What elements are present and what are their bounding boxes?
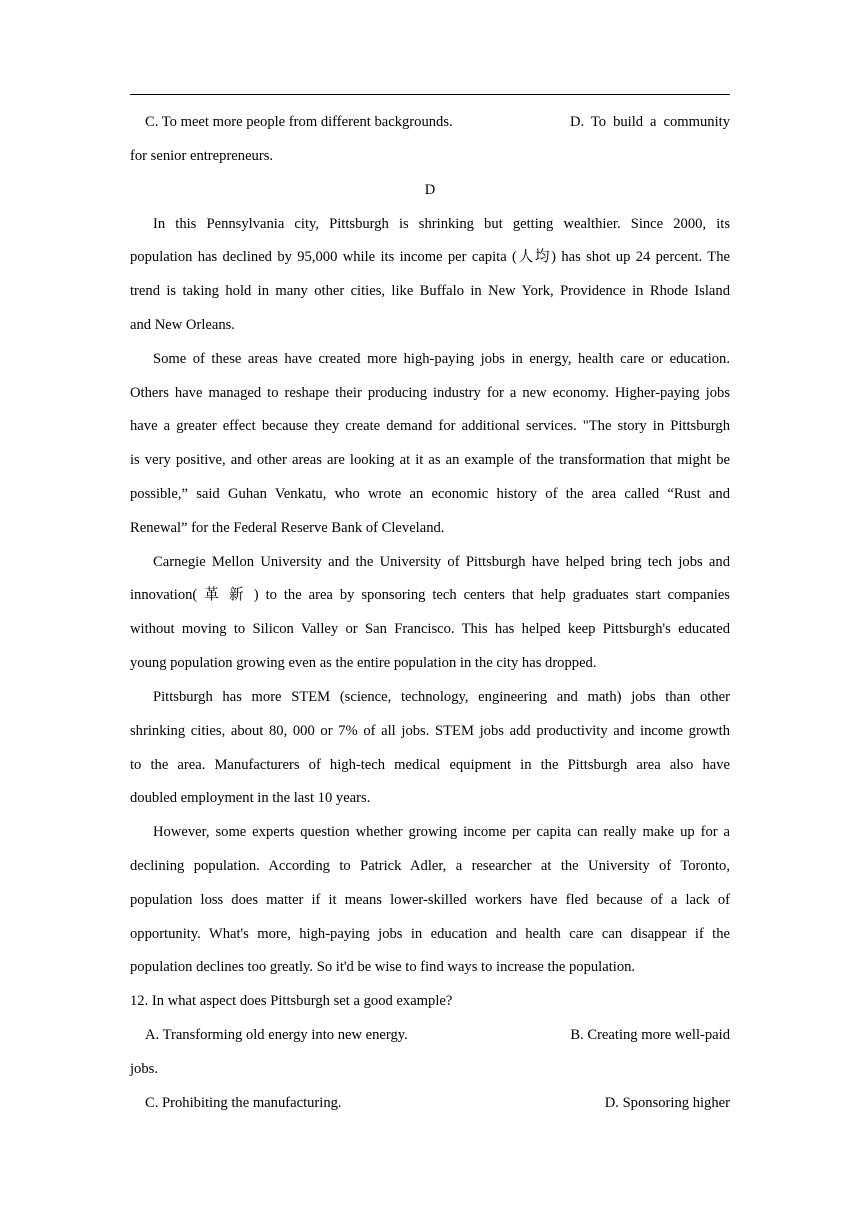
- paragraph-line: have a greater effect because they create demand for additional services. "The story in Pittsburgh: [130, 418, 730, 434]
- paragraph-line: population loss does matter if it means lower-skilled workers have fled because of a lack of: [130, 892, 730, 908]
- paragraph-line: without moving to Silicon Valley or San Francisco. This has helped keep Pittsburgh's educated: [130, 621, 730, 637]
- paragraph-line: However, some experts question whether growing income per capita can really make up for a: [153, 824, 730, 840]
- paragraph-line: Carnegie Mellon University and the University of Pittsburgh have helped bring tech jobs and: [153, 554, 730, 570]
- paragraph-line: and New Orleans.: [130, 317, 235, 333]
- paragraph-line: population declines too greatly. So it'd be wise to find ways to increase the population.: [130, 959, 636, 975]
- paragraph-line: opportunity. What's more, high-paying jobs in education and health care can disappear if the: [130, 926, 730, 942]
- question-12-option-c: C. Prohibiting the manufacturing.: [145, 1095, 342, 1111]
- question-12-option-a-b-row: [145, 1024, 730, 1046]
- paragraph-line: Renewal” for the Federal Reserve Bank of Cleveland.: [130, 520, 445, 536]
- question-12-option-b: B. Creating more well-paid: [570, 1027, 730, 1043]
- paragraph-line: young population growing even as the entire population in the city has dropped.: [130, 655, 597, 671]
- question-12-option-c-d-row: [145, 1092, 730, 1114]
- prev-option-c: C. To meet more people from different backgrounds.: [145, 114, 453, 130]
- paragraph-line: declining population. According to Patrick Adler, a researcher at the University of Toronto,: [130, 858, 730, 874]
- question-12-option-a: A. Transforming old energy into new energy.: [145, 1027, 408, 1043]
- paragraph-line: Pittsburgh has more STEM (science, technology, engineering and math) jobs than other: [153, 689, 730, 705]
- question-12-stem: 12. In what aspect does Pittsburgh set a good example?: [130, 993, 453, 1009]
- paragraph-line: shrinking cities, about 80, 000 or 7% of all jobs. STEM jobs add productivity and income growth: [130, 723, 730, 739]
- paragraph-line: Some of these areas have created more high-paying jobs in energy, health care or education.: [153, 351, 730, 367]
- prev-option-c-d-row: [145, 111, 730, 133]
- section-letter: D: [424, 182, 436, 198]
- paragraph-line: trend is taking hold in many other cities, like Buffalo in New York, Providence in Rhode Island: [130, 283, 730, 299]
- paragraph-line: to the area. Manufacturers of high-tech medical equipment in the Pittsburgh area also have: [130, 757, 730, 773]
- header-rule: [130, 94, 730, 95]
- paragraph-line: Others have managed to reshape their producing industry for a new economy. Higher-paying jobs: [130, 385, 730, 401]
- paragraph-line: innovation( 革 新 ) to the area by sponsoring tech centers that help graduates start companies: [130, 587, 730, 603]
- prev-option-d: D. To build a community: [570, 114, 730, 130]
- paragraph-line: doubled employment in the last 10 years.: [130, 790, 371, 806]
- paragraph-line: population has declined by 95,000 while its income per capita (人均) has shot up 24 percent. The: [130, 249, 730, 265]
- question-12-option-d: D. Sponsoring higher: [604, 1095, 730, 1111]
- paragraph-line: is very positive, and other areas are looking at it as an example of the transformation that might be: [130, 452, 730, 468]
- paragraph-line: possible,” said Guhan Venkatu, who wrote an economic history of the area called “Rust and: [130, 486, 730, 502]
- question-12-option-b-continuation: jobs.: [130, 1061, 158, 1077]
- prev-option-d-continuation: for senior entrepreneurs.: [130, 148, 274, 164]
- paragraph-line: In this Pennsylvania city, Pittsburgh is shrinking but getting wealthier. Since 2000, its: [153, 216, 730, 232]
